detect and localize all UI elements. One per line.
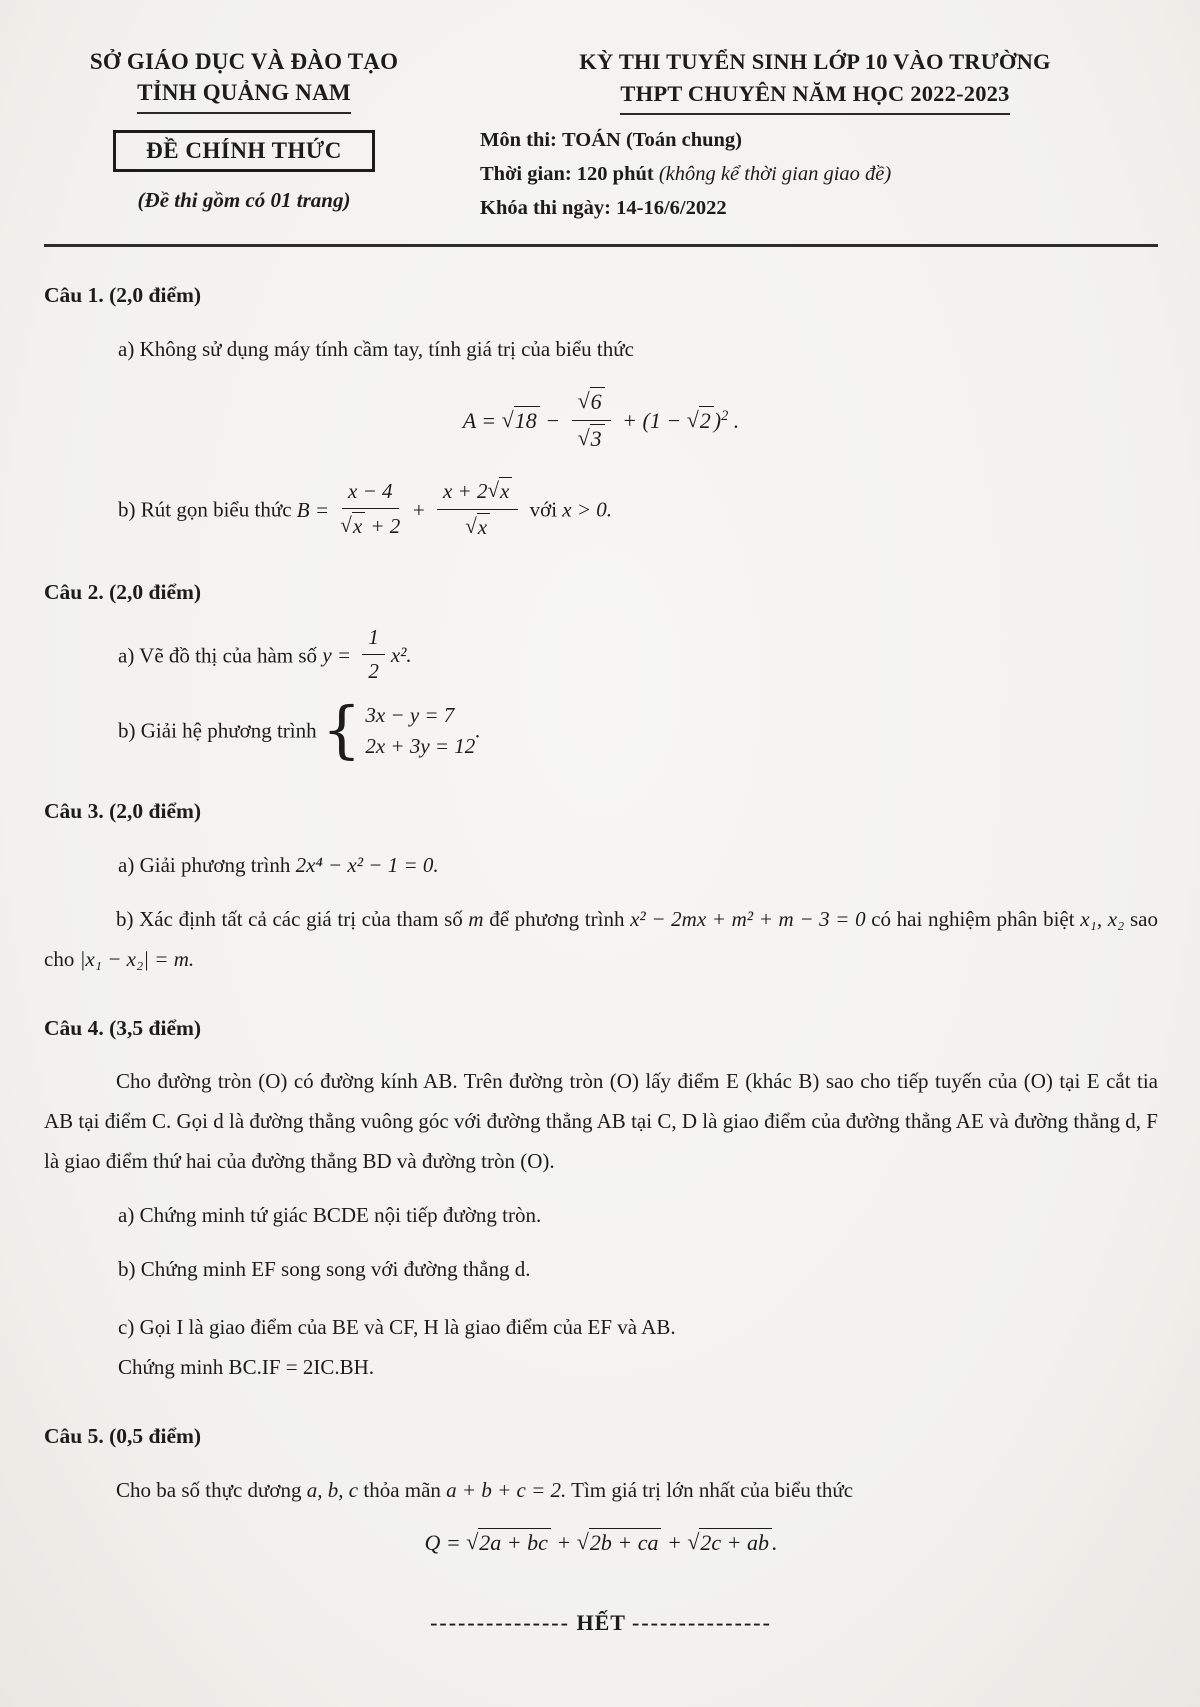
subject-label: Môn thi: — [480, 129, 557, 151]
formula-Q-lhs: Q = — [424, 1530, 467, 1556]
exam-title-line1: KỲ THI TUYỂN SINH LỚP 10 VÀO TRƯỜNG — [579, 49, 1051, 74]
question-3-title: Câu 3. (2,0 điểm) — [44, 799, 202, 824]
question-1b — [44, 480, 1158, 544]
time-value: 120 phút — [576, 162, 654, 185]
subject-line — [472, 125, 1158, 157]
formula-B: B = $\frac{x - 4}{√x + 2}$ + $\frac{x + 2√x}{√x}$ — [297, 498, 525, 522]
formula-A: A = √18 − $\frac{√6}{√3}$ + (1 − √2 )$^2$ . — [44, 390, 1158, 456]
exam-body — [44, 275, 1158, 1564]
exam-title-line2: THPT CHUYÊN NĂM HỌC 2022-2023 — [620, 78, 1009, 116]
question-1a-text: a) Không sử dụng máy tính cầm tay, tính giá trị của biểu thức — [118, 337, 634, 362]
end-dashes-left: --------------- — [430, 1610, 570, 1636]
question-4-title: Câu 4. (3,5 điểm) — [44, 1015, 202, 1040]
question-4-intro: Cho đường tròn (O) có đường kính AB. Trên đường tròn (O) lấy điểm E (khác B) sao cho tiếp tuyến của (O) tại E cắt tia AB tại điểm C. Gọi d là đường thẳng vuông góc với đường thẳng AB tại C, D là giao điểm của đường thẳng AE và đường thẳng d, F là giao điểm thứ hai của đường thẳng BD và đường tròn (O). — [44, 1069, 1158, 1174]
question-3b: b) Xác định tất cả các giá trị của tham số m để phương trình x² − 2mx + m² + m − 3 = 0 có hai nghiệm phân biệt x₁, x₂ sao cho |x₁ − x₂| = m. — [44, 906, 1158, 971]
formula-A-lhs: A = — [462, 408, 502, 434]
question-1b-condition: x > 0. — [562, 497, 613, 522]
end-label: HẾT — [576, 1610, 626, 1636]
sqrt-2c-ab: √2c + ab — [687, 1522, 772, 1564]
date-label: Khóa thi ngày: — [480, 196, 611, 219]
exponent-2: 2 — [721, 407, 729, 424]
date-line — [472, 193, 1158, 225]
question-4c-line2: Chứng minh BC.IF = 2IC.BH. — [118, 1354, 375, 1379]
question-2-title: Câu 2. (2,0 điểm) — [44, 579, 202, 604]
sqrt-2b-ca: √2b + ca — [577, 1522, 662, 1564]
official-box-wrap — [44, 114, 444, 172]
authority-line1: SỞ GIÁO DỤC VÀ ĐÀO TẠO — [89, 49, 399, 74]
question-3b-condition: |x₁ − x₂| = m. — [79, 946, 195, 971]
time-note: (không kể thời gian giao đề) — [658, 162, 892, 185]
question-4b: b) Chứng minh EF song song với đường thẳng d. — [118, 1257, 531, 1282]
official-exam-label: ĐỀ CHÍNH THỨC — [113, 130, 375, 172]
question-1-title: Câu 1. (2,0 điểm) — [44, 283, 202, 308]
question-2a-text: a) Vẽ đồ thị của hàm số — [118, 643, 323, 668]
sqrt-18: √18 — [502, 400, 540, 442]
question-4c — [44, 1308, 1158, 1388]
question-1b-mid: với — [524, 497, 563, 522]
end-dashes-right: --------------- — [632, 1610, 772, 1636]
subject-value: TOÁN (Toán chung) — [562, 129, 743, 151]
equation-system — [321, 693, 476, 767]
frac-half: $\frac{1}{2}$ — [362, 624, 385, 686]
date-value: 14-16/6/2022 — [616, 196, 727, 219]
time-line — [472, 159, 1158, 191]
frac-sqrt6-sqrt3: $\frac{√6}{√3}$ — [572, 387, 611, 453]
system-eq2: 2x + 3y = 12 — [365, 733, 476, 758]
system-eq1: 3x − y = 7 — [365, 703, 455, 728]
header-divider — [44, 244, 1158, 247]
question-1a — [44, 330, 1158, 370]
question-3a — [44, 846, 1158, 886]
formula-y: y = $\frac{1}{2}$ x². — [322, 643, 411, 667]
formula-Q: Q = √2a + bc + √2b + ca + √2c + ab . — [44, 1522, 1158, 1564]
page-count-note: (Đề thi gồm có 01 trang) — [137, 188, 351, 213]
header — [44, 46, 1158, 224]
brace-icon: { — [321, 693, 362, 767]
question-5-intro: Cho ba số thực dương a, b, c thỏa mãn a + b + c = 2. Tìm giá trị lớn nhất của biểu thức — [116, 1477, 854, 1502]
question-2a — [44, 624, 1158, 689]
exam-title-block — [444, 46, 1158, 224]
question-3b-equation: x² − 2mx + m² + m − 3 = 0 — [630, 906, 866, 931]
question-2b: b) Giải hệ phương trình { 3x − y = 7 2x + 3y = 12 . — [118, 693, 481, 767]
sqrt-2a-bc: √2a + bc — [466, 1522, 551, 1564]
end-marker — [44, 1610, 1158, 1636]
time-label: Thời gian: — [480, 162, 572, 185]
frac-B1: $\frac{x - 4}{√x + 2}$ — [340, 478, 401, 539]
sqrt-2: √2 — [687, 400, 714, 442]
question-4c-line1: c) Gọi I là giao điểm của BE và CF, H là giao điểm của EF và AB. — [118, 1314, 676, 1339]
question-2b-text: b) Giải hệ phương trình — [118, 718, 322, 743]
frac-B2: $\frac{x + 2√x}{√x}$ — [437, 477, 518, 541]
question-3a-text: a) Giải phương trình — [118, 852, 296, 877]
authority-line2: TỈNH QUẢNG NAM — [137, 77, 351, 114]
question-5-title: Câu 5. (0,5 điểm) — [44, 1423, 202, 1448]
question-4a: a) Chứng minh tứ giác BCDE nội tiếp đường tròn. — [118, 1203, 542, 1228]
question-3a-equation: 2x⁴ − x² − 1 = 0. — [295, 852, 439, 877]
question-1b-text: b) Rút gọn biểu thức — [118, 497, 297, 522]
issuing-authority-block — [44, 46, 444, 213]
